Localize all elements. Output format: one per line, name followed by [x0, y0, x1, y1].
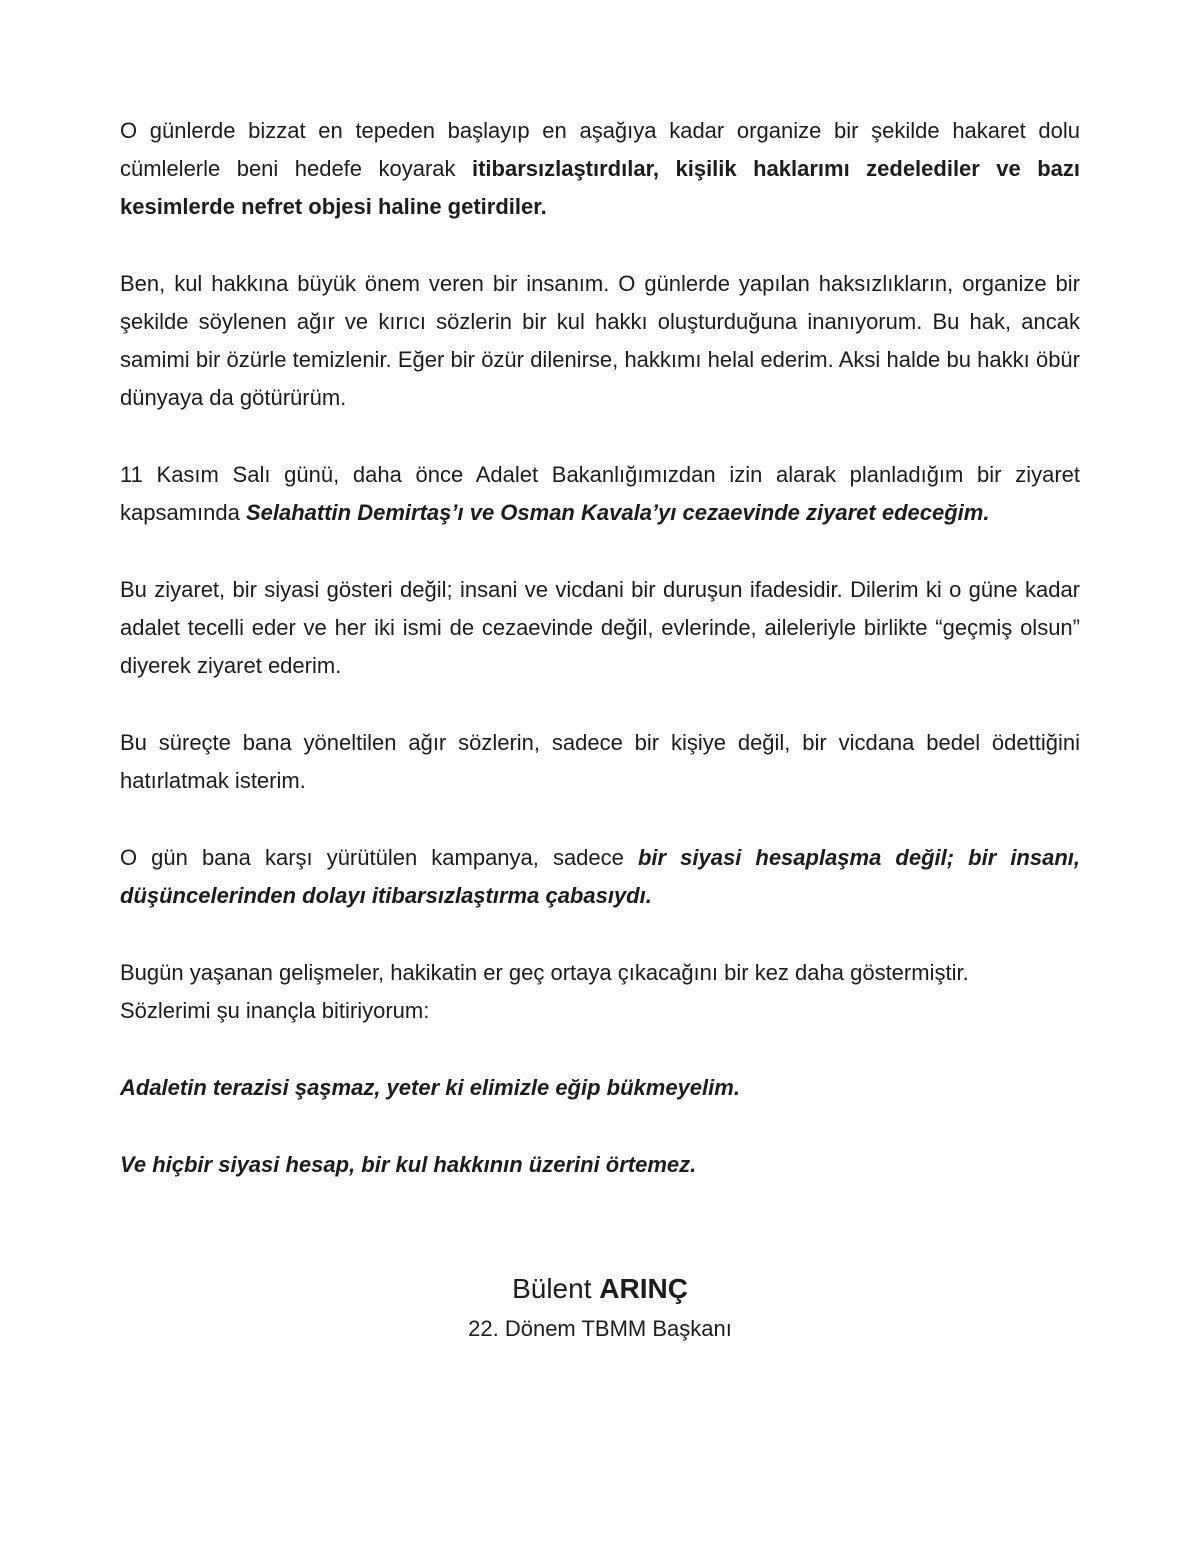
- paragraph-8-maxim: [120, 1069, 1080, 1107]
- signature-block: [120, 1268, 1080, 1348]
- text-segment: Bu ziyaret, bir siyasi gösteri değil; insani ve vicdani bir duruşun ifadesidir. Dilerim ki o güne kadar adalet tecelli eder ve her iki ismi de cezaevinde değil, evlerinde, aileleriyle birlikte “geçmiş olsun” diyerek ziyaret ederim.: [120, 577, 1080, 678]
- text-segment: O günlerde bizzat en tepeden başlayıp en aşağıya kadar organize bir şekilde hakaret dolu cümlelerle beni hedefe koyarak: [120, 118, 1080, 181]
- text-segment: Sözlerimi şu inançla bitiriyorum:: [120, 998, 430, 1023]
- paragraph-2: [120, 265, 1080, 417]
- paragraph-5: [120, 724, 1080, 800]
- paragraph-6: [120, 839, 1080, 915]
- text-segment: itibarsızlaştırdılar, kişilik haklarımı zedelediler ve bazı kesimlerde nefret objesi haline getirdiler.: [120, 156, 1081, 219]
- signature-given-name: Bülent: [512, 1273, 600, 1304]
- signature-name: [120, 1268, 1080, 1310]
- text-segment: Ve hiçbir siyasi hesap, bir kul hakkının üzerini örtemez.: [120, 1152, 697, 1177]
- text-segment: Ben, kul hakkına büyük önem veren bir insanım. O günlerde yapılan haksızlıkların, organize bir şekilde söylenen ağır ve kırıcı sözlerin bir kul hakkı oluşturduğuna inanıyorum. Bu hak, ancak samimi bir özürle temizlenir. Eğer bir özür dilenirse, hakkımı helal ederim. Aksi halde bu hakkı öbür dünyaya da götürürüm.: [120, 271, 1080, 410]
- signature-surname: ARINÇ: [599, 1273, 688, 1304]
- paragraph-1: [120, 112, 1080, 226]
- text-segment: Selahattin Demirtaş’ı ve Osman Kavala’yı cezaevinde ziyaret edeceğim.: [245, 500, 990, 525]
- paragraph-9-maxim: [120, 1146, 1080, 1184]
- text-segment: bir siyasi hesaplaşma değil; bir insanı, düşüncelerinden dolayı itibarsızlaştırma çabasıydı.: [120, 845, 1081, 908]
- text-segment: Bu süreçte bana yöneltilen ağır sözlerin, sadece bir kişiye değil, bir vicdana bedel ödettiğini hatırlatmak isterim.: [120, 730, 1080, 793]
- letter-page: [120, 112, 1080, 1348]
- paragraph-7: [120, 954, 1080, 1030]
- paragraph-3: [120, 456, 1080, 532]
- signature-title: 22. Dönem TBMM Başkanı: [468, 1316, 732, 1341]
- text-segment: Adaletin terazisi şaşmaz, yeter ki elimizle eğip bükmeyelim.: [120, 1075, 740, 1100]
- paragraph-4: [120, 571, 1080, 685]
- text-segment: 11 Kasım Salı günü, daha önce Adalet Bakanlığımızdan izin alarak planladığım bir ziyaret kapsamında: [120, 462, 1080, 525]
- text-segment: Bugün yaşanan gelişmeler, hakikatin er geç ortaya çıkacağını bir kez daha göstermiştir.: [120, 960, 969, 985]
- text-segment: O gün bana karşı yürütülen kampanya, sadece: [120, 845, 638, 870]
